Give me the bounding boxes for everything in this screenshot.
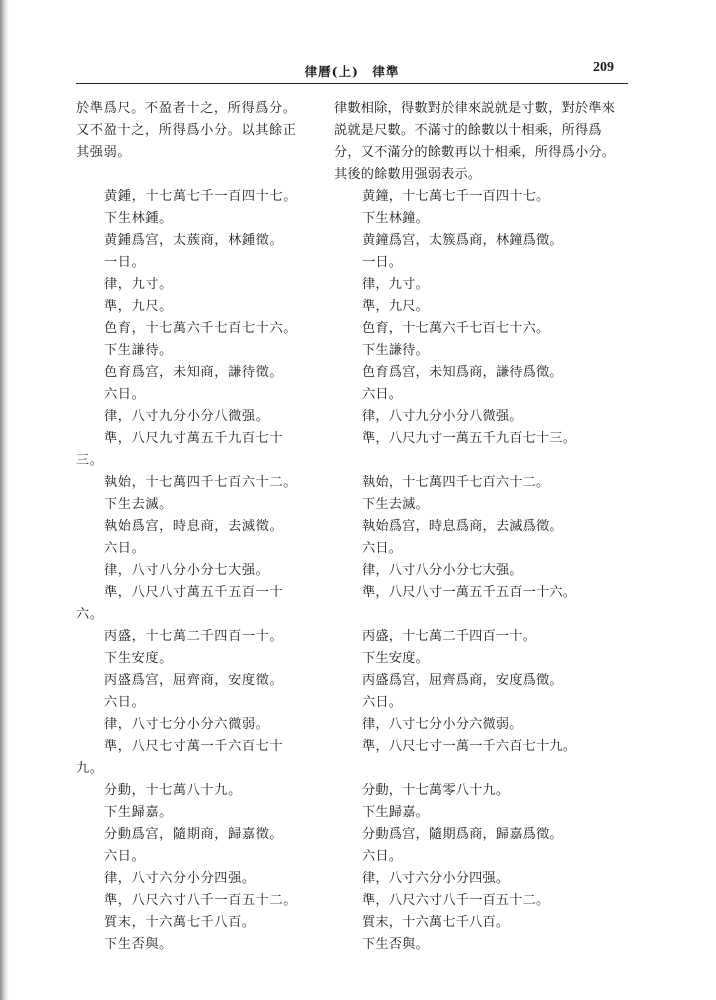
text-line: 黄鐘，十七萬七千一百四十七。 xyxy=(362,189,550,204)
text-line: 黄鍾，十七萬七千一百四十七。 xyxy=(104,189,298,204)
text-line: 準，八尺七寸萬一千六百七十 xyxy=(104,739,284,754)
text-line: 律，九寸。 xyxy=(362,277,429,292)
header-title: 律曆(上) 律準 xyxy=(304,64,400,79)
text-line: 丙盛爲宫，屈齊商，安度徵。 xyxy=(104,673,284,688)
text-line: 準，九尺。 xyxy=(362,299,429,314)
text-line: 於準爲尺。不盈者十之，所得爲分。 xyxy=(76,101,297,116)
text-line: 一日。 xyxy=(104,255,146,270)
header-rule xyxy=(76,83,628,84)
text-line: 六日。 xyxy=(362,849,403,864)
text-line: 下生林鍾。 xyxy=(104,211,173,226)
text-line: 律，八寸八分小分七大强。 xyxy=(362,563,523,578)
text-line: 執始，十七萬四千七百六十二。 xyxy=(362,475,550,490)
text-line: 又不盈十之，所得爲小分。以其餘正 xyxy=(76,123,297,138)
text-line: 六日。 xyxy=(104,695,146,710)
text-line: 律，八寸七分小分六微弱。 xyxy=(104,717,270,732)
text-line: 下生謙待。 xyxy=(362,343,429,358)
text-line: 下生否與。 xyxy=(362,937,429,952)
text-line: 準，九尺。 xyxy=(104,299,173,314)
text-line: 律，九寸。 xyxy=(104,277,173,292)
text-line: 分動，十七萬八十九。 xyxy=(104,783,242,798)
text-line: 黄鐘爲宫，太簇爲商，林鐘爲徵。 xyxy=(362,233,563,248)
text-line: 律，八寸九分小分八微强。 xyxy=(362,409,523,424)
text-line: 執始，十七萬四千七百六十二。 xyxy=(104,475,298,490)
text-line: 準，八尺六寸八千一百五十二。 xyxy=(104,893,298,908)
text-line: 其强弱。 xyxy=(76,145,132,160)
text-line: 六日。 xyxy=(104,387,146,402)
text-line: 下生去滅。 xyxy=(104,497,173,512)
text-line: 六日。 xyxy=(104,541,146,556)
text-line: 丙盛，十七萬二千四百一十。 xyxy=(362,629,537,644)
text-line: 下生林鐘。 xyxy=(362,211,429,226)
text-line: 分動爲宫，隨期爲商，歸嘉爲徵。 xyxy=(362,827,563,842)
text-line: 律數相除，得數對於律來説就是寸數，對於準來 xyxy=(334,101,616,116)
text-line: 律，八寸八分小分七大强。 xyxy=(104,563,270,578)
text-line: 執始爲宫，時息商，去滅徵。 xyxy=(104,519,284,534)
text-line: 準，八尺八寸一萬五千五百一十六。 xyxy=(362,585,577,600)
text-line: 質末，十六萬七千八百。 xyxy=(362,915,510,930)
text-line: 準，八尺八寸萬五千五百一十 xyxy=(104,585,284,600)
text-line: 一日。 xyxy=(362,255,403,270)
text-line: 下生安度。 xyxy=(104,651,173,666)
text-line: 九。 xyxy=(76,761,104,776)
text-line: 下生去滅。 xyxy=(362,497,429,512)
page-binding-edge xyxy=(0,0,9,1000)
text-line: 律，八寸六分小分四强。 xyxy=(104,871,256,886)
text-line: 律，八寸七分小分六微弱。 xyxy=(362,717,523,732)
text-line: 分動爲宫，隨期商，歸嘉徵。 xyxy=(104,827,284,842)
text-line: 律，八寸六分小分四强。 xyxy=(362,871,510,886)
text-line: 六日。 xyxy=(362,695,403,710)
text-line: 六日。 xyxy=(104,849,146,864)
text-line: 其後的餘數用强弱表示。 xyxy=(334,167,482,182)
text-line: 六日。 xyxy=(362,541,403,556)
text-line: 下生歸嘉。 xyxy=(104,805,173,820)
text-line: 丙盛爲宫，屈齊爲商，安度爲徵。 xyxy=(362,673,563,688)
running-header xyxy=(76,60,628,86)
text-line: 律，八寸九分小分八微强。 xyxy=(104,409,270,424)
page-number: 209 xyxy=(593,60,614,75)
text-line: 六日。 xyxy=(362,387,403,402)
text-line: 下生歸嘉。 xyxy=(362,805,429,820)
text-line: 六。 xyxy=(76,607,104,622)
text-line: 下生謙待。 xyxy=(104,343,173,358)
text-line: 下生安度。 xyxy=(362,651,429,666)
text-line: 黄鍾爲宫，太蔟商，林鍾徵。 xyxy=(104,233,284,248)
text-line: 準，八尺九寸萬五千九百七十 xyxy=(104,431,284,446)
text-line: 準，八尺七寸一萬一千六百七十九。 xyxy=(362,739,577,754)
text-line: 準，八尺六寸八千一百五十二。 xyxy=(362,893,550,908)
text-line: 分，又不滿分的餘數再以十相乘，所得爲小分。 xyxy=(334,145,616,160)
text-line: 色育，十七萬六千七百七十六。 xyxy=(362,321,550,336)
text-line: 準，八尺九寸一萬五千九百七十三。 xyxy=(362,431,577,446)
text-line: 三。 xyxy=(76,453,104,468)
text-line: 色育爲宫，未知商，謙待徵。 xyxy=(104,365,284,380)
text-line: 分動，十七萬零八十九。 xyxy=(362,783,510,798)
text-line: 色育，十七萬六千七百七十六。 xyxy=(104,321,298,336)
text-line: 執始爲宫，時息爲商，去滅爲徵。 xyxy=(362,519,563,534)
text-line: 質末，十六萬七千八百。 xyxy=(104,915,256,930)
text-line: 丙盛，十七萬二千四百一十。 xyxy=(104,629,284,644)
text-line: 説就是尺數。不滿寸的餘數以十相乘，所得爲 xyxy=(334,123,602,138)
text-line: 色育爲宫，未知爲商，謙待爲徵。 xyxy=(362,365,563,380)
text-line: 下生否與。 xyxy=(104,937,173,952)
